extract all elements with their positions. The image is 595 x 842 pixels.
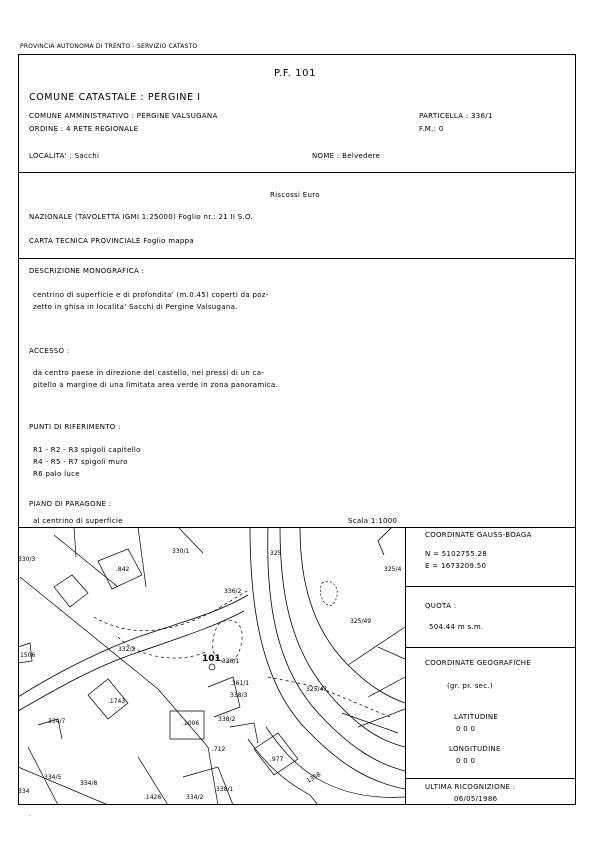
- parcel-label: 325/47: [306, 686, 328, 693]
- latitude-label: LATITUDINE: [454, 713, 499, 721]
- road-edge: [266, 727, 405, 797]
- descrizione-line: zetto in ghisa in localita' Sacchi di Pergine Valsugana.: [33, 303, 238, 311]
- parcel-boundary: [20, 577, 218, 805]
- fm: F.M.: 0: [419, 125, 444, 133]
- parcel-boundary: [54, 535, 118, 587]
- parcel-label: 334/8: [80, 780, 98, 787]
- geo-unit: (gr. pr. sec.): [447, 682, 493, 690]
- right-panel-divider: [405, 778, 576, 779]
- parcel-label: .1006: [182, 720, 200, 727]
- descrizione-line: centrino di superficie e di profondita' (m.0.45) coperti da poz-: [33, 291, 269, 299]
- survey-point-label: 101: [202, 654, 221, 664]
- punti-line: R6 palo luce: [33, 470, 80, 478]
- ricognizione-date: 06/05/1986: [454, 795, 498, 803]
- parcel-boundary: [358, 709, 405, 727]
- road-edge: [280, 527, 405, 747]
- parcel-label: 325/49: [350, 618, 372, 625]
- parcel-label: .361/1: [230, 680, 250, 687]
- right-panel-divider: [405, 586, 576, 587]
- section-divider: [18, 172, 576, 173]
- comune-amministrativo: COMUNE AMMINISTRATIVO : PERGINE VALSUGANA: [29, 112, 218, 120]
- piano-value: al centrino di superficie: [33, 517, 123, 525]
- parcel-label: 338/3: [230, 692, 248, 699]
- geo-heading: COORDINATE GEOGRAFICHE: [425, 659, 532, 667]
- latitude-value: 0 0 0: [456, 725, 476, 733]
- ordine: ORDINE : 4 RETE REGIONALE: [29, 125, 139, 133]
- parcel-label: 1506: [20, 652, 36, 659]
- parcel-label: 330/3: [18, 556, 36, 563]
- dashed-path: [94, 589, 250, 631]
- footer-mark: .: [29, 811, 32, 818]
- road-edge: [268, 527, 405, 771]
- parcel-boundary: [342, 713, 398, 733]
- building: [54, 575, 88, 607]
- comune-catastale: COMUNE CATASTALE : PERGINE I: [29, 92, 201, 103]
- quota-value: 504.44 m s.m.: [429, 623, 484, 631]
- localita: LOCALITA' : Sacchi: [29, 152, 100, 160]
- right-panel-divider: [405, 647, 576, 648]
- parcel-label: 334/7: [48, 718, 66, 725]
- section-divider: [18, 258, 576, 259]
- gauss-east: E = 1673209.50: [425, 562, 487, 570]
- nazionale: NAZIONALE (TAVOLETTA IGMI 1:25000) Foglio nr.: 21 II S.O.: [29, 213, 254, 221]
- parcel-label: .842: [116, 566, 130, 573]
- parcel-label: .1743: [108, 698, 126, 705]
- parcel-label: 334/5: [44, 774, 62, 781]
- punti-line: R1 - R2 - R3 spigoli capitello: [33, 446, 141, 454]
- scale-label: Scala 1:1000: [348, 517, 398, 525]
- nome: NOME : Belvedere: [312, 152, 381, 160]
- ricognizione-heading: ULTIMA RICOGNIZIONE :: [425, 783, 516, 791]
- piano-heading: PIANO DI PARAGONE :: [29, 500, 112, 508]
- road-edge: [378, 527, 392, 555]
- parcel-label: .712: [212, 746, 226, 753]
- longitude-label: LONGITUDINE: [449, 745, 501, 753]
- particella: PARTICELLA : 336/1: [419, 112, 493, 120]
- parcel-label: 1358: [305, 771, 323, 785]
- dashed-path: [268, 677, 390, 717]
- parcel-label: 338/2: [218, 716, 236, 723]
- accesso-heading: ACCESSO :: [29, 347, 70, 355]
- page-title: P.F. 101: [274, 68, 317, 79]
- quota-heading: QUOTA :: [425, 602, 457, 610]
- parcel-boundary: [230, 723, 258, 743]
- punti-line: R4 - R5 - R7 spigoli muro: [33, 458, 128, 466]
- parcel-boundary: [348, 627, 405, 665]
- parcel-label: 332/2: [118, 646, 136, 653]
- dashed-path: [320, 582, 337, 606]
- map-panel-divider: [405, 527, 406, 805]
- parcel-label: .1426: [144, 794, 162, 801]
- parcel-label: 336/1: [222, 658, 240, 665]
- parcel-label: 336/2: [224, 588, 242, 595]
- parcel-label: 334/2: [186, 794, 204, 801]
- parcel-boundary: [138, 527, 146, 587]
- descrizione-heading: DESCRIZIONE MONOGRAFICA :: [29, 267, 145, 275]
- parcel-label: 334: [18, 788, 30, 795]
- riscossi-euro: Riscossi Euro: [270, 191, 320, 199]
- accesso-line: da centro paese in direzione del castello, nei pressi di un ca-: [33, 369, 265, 377]
- carta-tecnica: CARTA TECNICA PROVINCIALE Foglio mappa: [29, 237, 194, 245]
- parcel-label: 325/4: [384, 566, 402, 573]
- building: [254, 733, 298, 775]
- punti-heading: PUNTI DI RIFERIMENTO :: [29, 423, 121, 431]
- longitude-value: 0 0 0: [456, 757, 476, 765]
- accesso-line: pitello a margine di una limitata area verde in zona panoramica.: [33, 381, 278, 389]
- agency-header: PROVINCIA AUTONOMA DI TRENTO - SERVIZIO CATASTO: [20, 43, 198, 50]
- parcel-label: 325: [270, 550, 282, 557]
- parcel-boundary: [378, 647, 405, 659]
- survey-point-marker: [209, 664, 215, 670]
- parcel-label: 338/1: [216, 786, 234, 793]
- parcel-label: 330/1: [172, 548, 190, 555]
- gauss-heading: COORDINATE GAUSS-BOAGA: [425, 531, 532, 539]
- road-edge: [250, 527, 405, 789]
- gauss-north: N = 5102755.28: [425, 550, 488, 558]
- cadastral-map: [18, 527, 405, 805]
- parcel-label: .977: [270, 756, 284, 763]
